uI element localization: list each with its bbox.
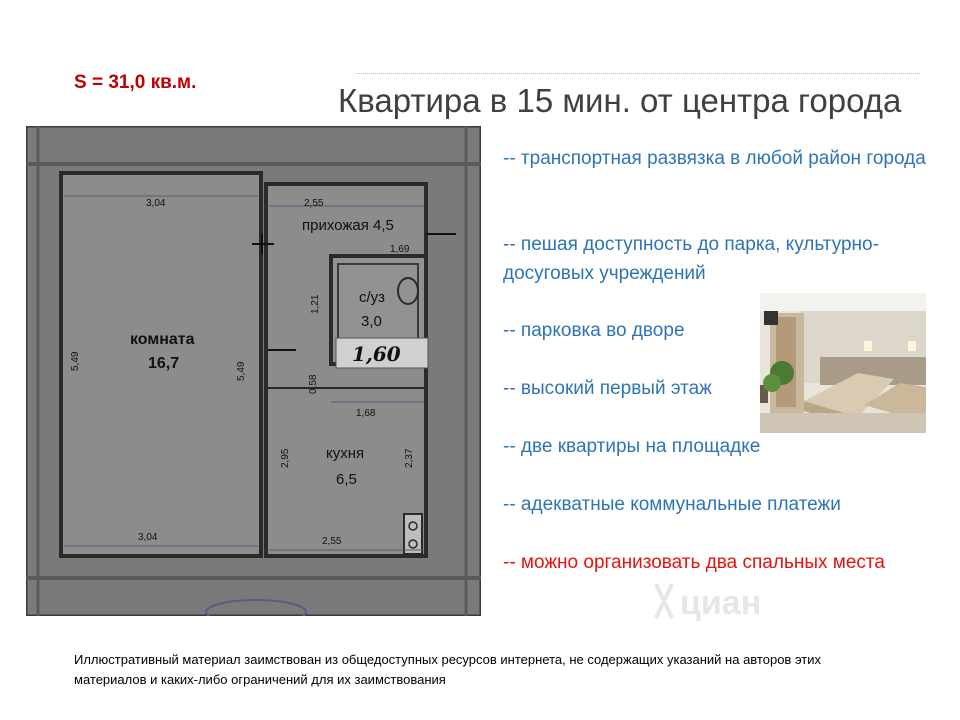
dim-hall-narrow: 0,58: [308, 374, 319, 394]
room-area-kitchen: 6,5: [336, 471, 357, 488]
feature-parking: -- парковка во дворе: [503, 320, 685, 341]
dim-bath-left: 1,21: [310, 294, 321, 314]
dim-room-top: 3,04: [146, 198, 166, 209]
feature-first-floor: -- высокий первый этаж: [503, 378, 712, 399]
title-rule: [355, 73, 920, 75]
dim-kitchen-left: 2,95: [280, 448, 291, 468]
dim-room-bottom: 3,04: [138, 532, 158, 543]
room-label-main: комната: [130, 331, 195, 348]
room-area-bathroom: 3,0: [361, 313, 382, 330]
feature-sleeping-places: -- можно организовать два спальных места: [503, 552, 885, 573]
dim-hall-right: 1,69: [390, 244, 410, 255]
room-right-block: [266, 184, 426, 556]
watermark-logo: [650, 576, 850, 626]
room-label-kitchen: кухня: [326, 445, 365, 462]
dim-room-right: 5,49: [236, 361, 247, 381]
watermark-text: циан: [680, 584, 762, 622]
feature-utilities: -- адекватные коммунальные платежи: [503, 494, 841, 515]
footnote: Иллюстративный материал заимствован из общедоступных ресурсов интернета, не содержащих указаний на авторов этих материалов и каких-либо ограничений для их заимствования: [74, 652, 822, 687]
dim-room-left: 5,49: [70, 351, 81, 371]
page-title: Квартира в 15 мин. от центра города: [338, 82, 902, 119]
dim-hall-top: 2,55: [304, 198, 324, 209]
floor-plan: [26, 126, 481, 616]
area-label: S = 31,0 кв.м.: [74, 72, 197, 93]
bedroom-photo: [760, 293, 926, 433]
room-area-main: 16,7: [148, 355, 180, 372]
feature-neighbors: -- две квартиры на площадке: [503, 436, 761, 457]
room-label-hall: прихожая 4,5: [302, 217, 394, 234]
dim-kitchen-bottom: 2,55: [322, 536, 342, 547]
dim-kitchen-top: 1,68: [356, 408, 376, 419]
room-label-bathroom: с/уз: [359, 289, 386, 306]
feature-transport: -- транспортная развязка в любой район города: [503, 148, 926, 169]
handwritten-note: 1,60: [352, 342, 401, 366]
dim-kitchen-right: 2,37: [404, 448, 415, 468]
feature-park: -- пешая доступность до парка, культурно-досуговых учреждений: [503, 234, 879, 284]
